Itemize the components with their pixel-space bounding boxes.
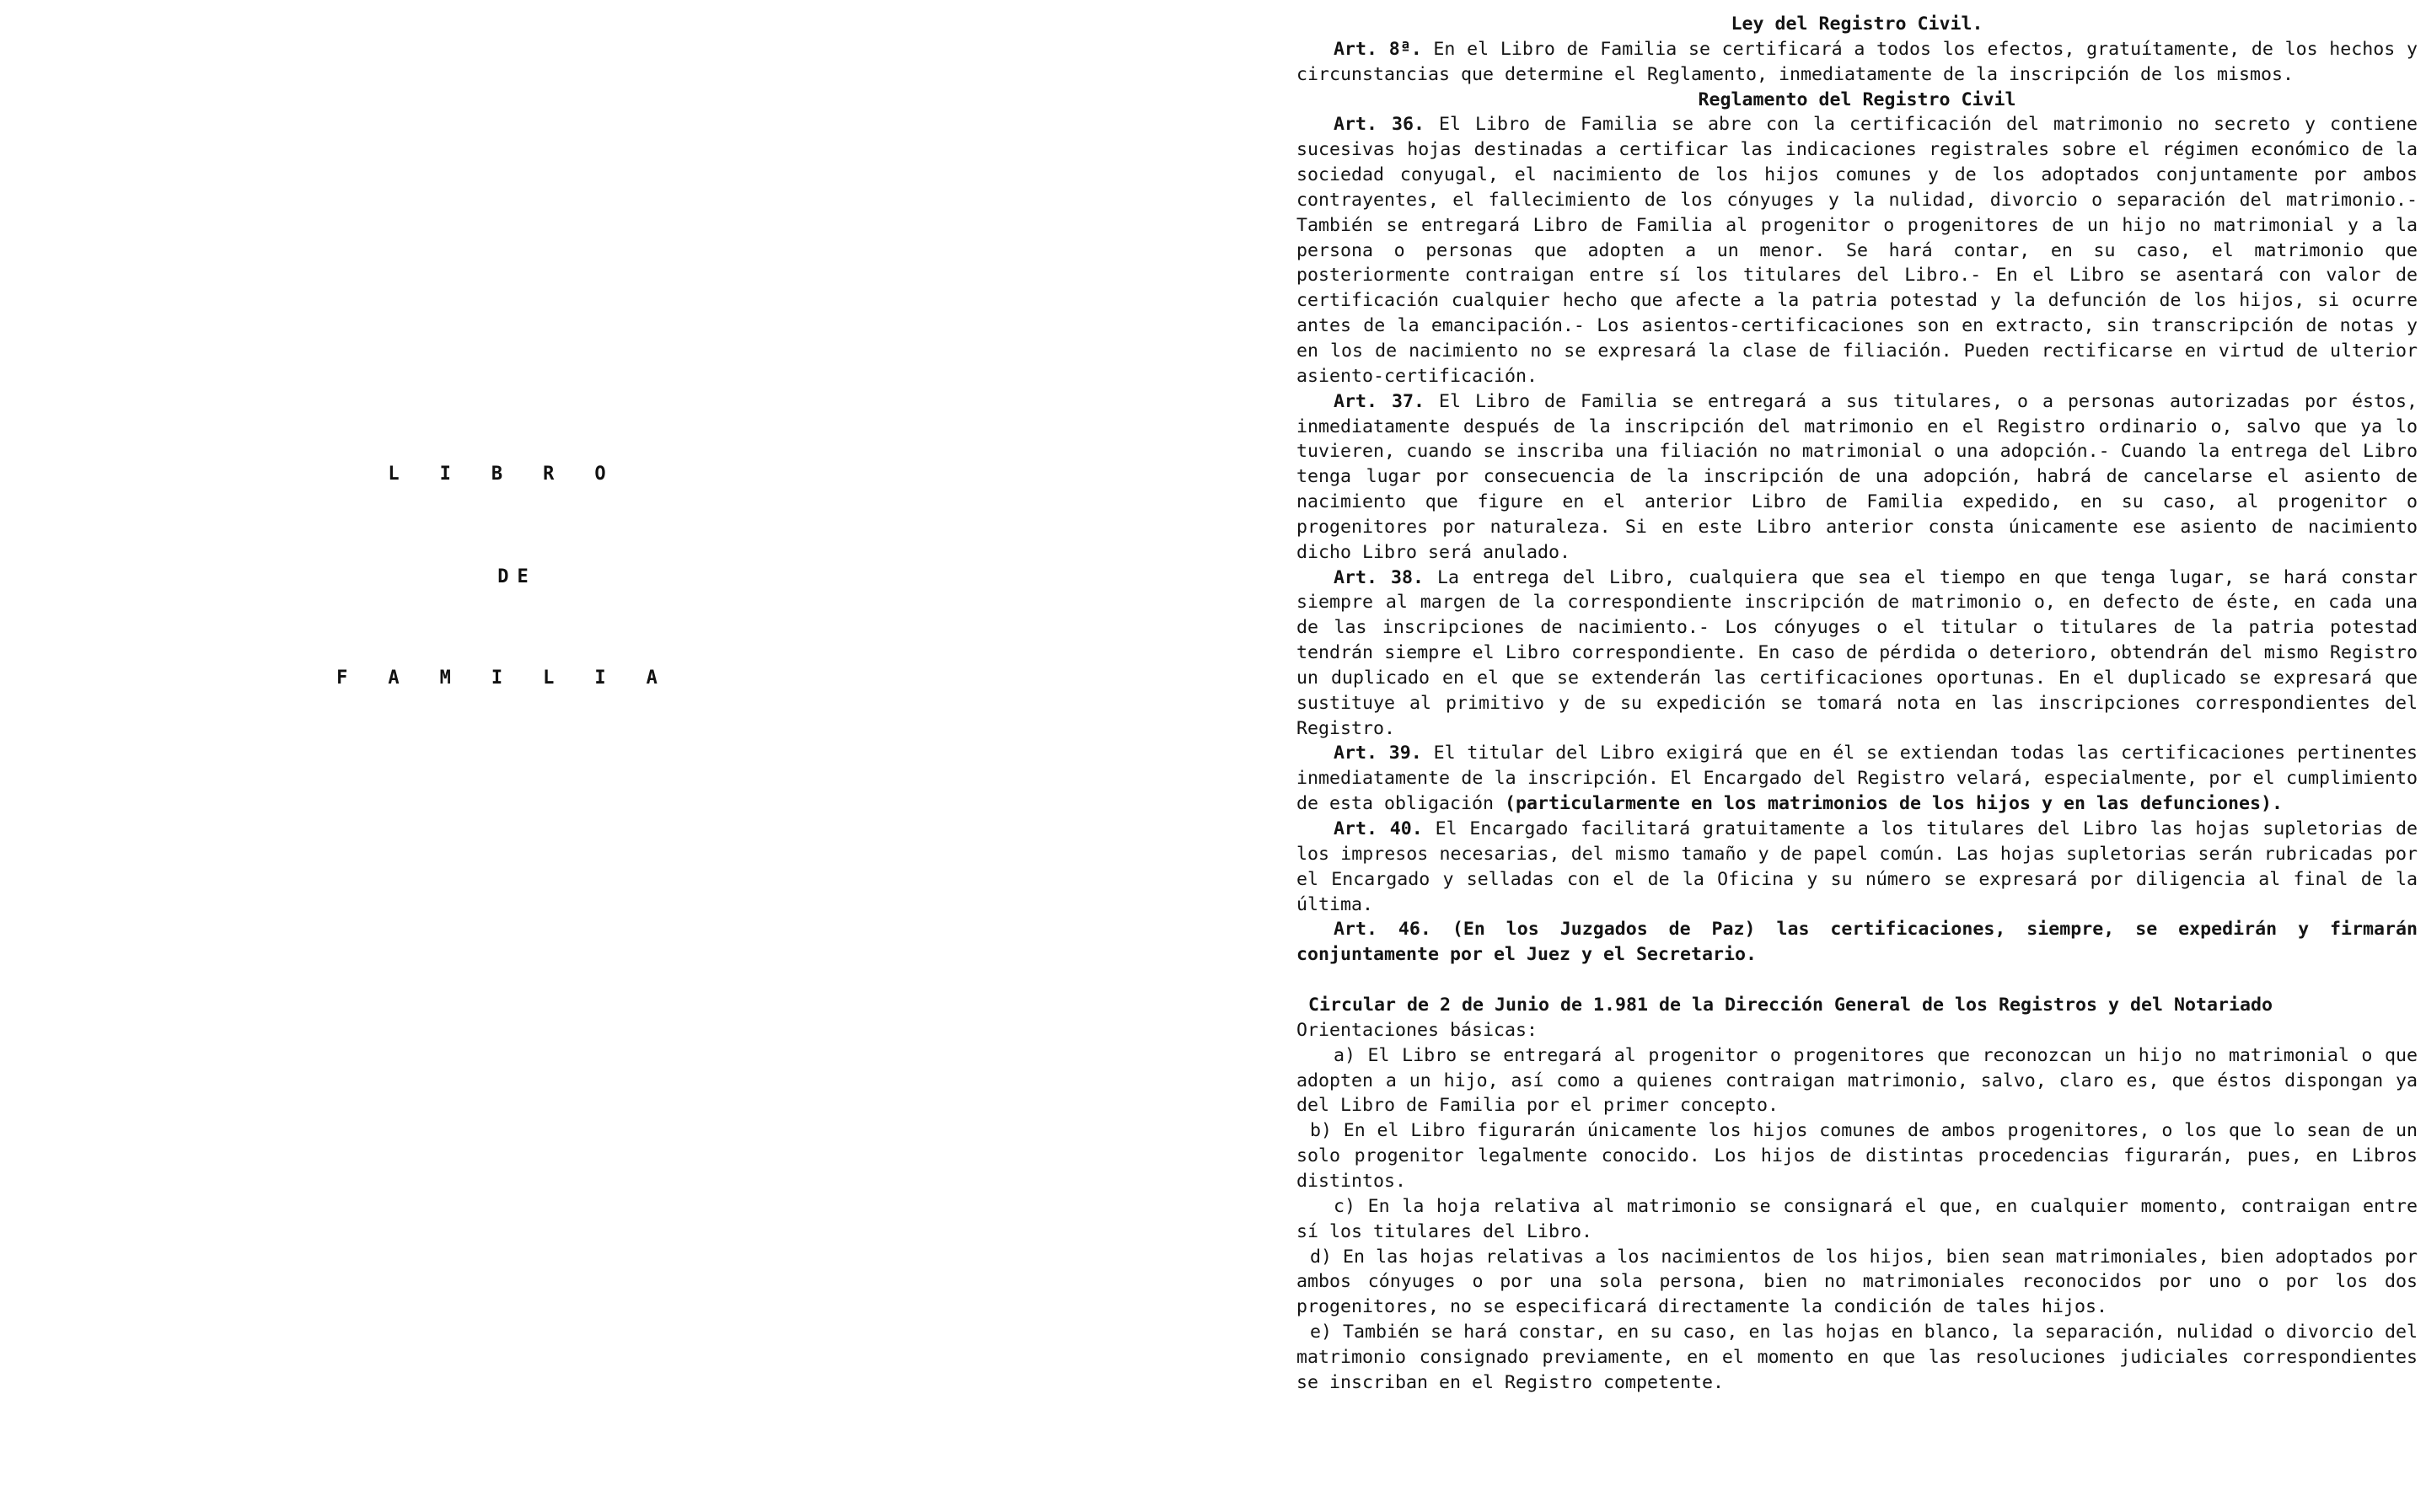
article-body: El Libro de Familia se entregará a sus titulares, o a personas autorizadas por éstos, inmediatamente después de la inscripción del matrimonio en el Registro ordinario o, salvo que ya lo tuvieren, cuando se inscriba una filiación no matrimonial o una adopción.- Cuando la entrega del Libro tenga lugar por consecuencia de la inscripción de una adopción, habrá de cancelarse el asiento de nacimiento que figure en el anterior Libro de Familia expedido, en su caso, al progenitor o progenitores por naturaleza. Si en este Libro anterior consta únicamente ese asiento de nacimiento dicho Libro será anulado. <box>1296 390 2418 563</box>
orientaciones-label: Orientaciones básicas: <box>1296 1019 1538 1041</box>
article-label: Art. 8ª. <box>1334 38 1422 60</box>
list-item-c: c) En la hoja relativa al matrimonio se consignará el que, en cualquier momento, contraigan entre sí los titulares del Libro. <box>1296 1195 2418 1242</box>
article-body-bold: (particularmente en los matrimonios de los hijos y en las defunciones). <box>1505 793 2284 815</box>
article-label: Art. 40. <box>1334 818 1423 839</box>
title-line-familia: FAMILIA <box>336 668 698 689</box>
list-item-b: b) En el Libro figurarán únicamente los hijos comunes de ambos progenitores, o los que lo sean de un solo progenitor legalmente conocido. Los hijos de distintas procedencias figurarán, pues, en Libros distintos. <box>1296 1120 2418 1192</box>
article-8 <box>1296 37 2418 88</box>
article-label: Art. 46. <box>1334 919 1431 941</box>
title-line-de: DE <box>497 566 537 587</box>
article-label: Art. 36. <box>1334 114 1425 136</box>
list-item-e: e) También se hará constar, en su caso, en las hojas en blanco, la separación, nulidad o divorcio del matrimonio consignado previamente, en el momento en que las resoluciones judiciales correspondientes se inscriban en el Registro competente. <box>1296 1322 2418 1393</box>
article-body: El Libro de Familia se abre con la certificación del matrimonio no secreto y contiene sucesivas hojas destinadas a certificar las indicaciones registrales sobre el régimen económico de la sociedad conyugal, el nacimiento de los hijos comunes y de los adoptados conjuntamente por ambos contrayentes, el fallecimiento de los cónyuges y la nulidad, divorcio o separación del matrimonio.- También se entregará Libro de Familia al progenitor o progenitores de un hijo no matrimonial y a la persona o personas que adopten a un menor. Se hará contar, en su caso, el matrimonio que posteriormente contraigan entre sí los titulares del Libro.- En el Libro se asentará con valor de certificación cualquier hecho que afecte a la patria potestad y la defunción de los hijos, si ocurre antes de la emancipación.- Los asientos-certificaciones son en extracto, sin transcripción de notas y en los de nacimiento no se expresará la clase de filiación. Pueden rectificarse en virtud de ulterior asiento-certificación. <box>1296 114 2418 387</box>
right-page-text <box>1296 12 2418 1504</box>
circular-heading: Circular de 2 de Junio de 1.981 de la Dirección General de los Registros y del Notariado <box>1308 995 2273 1016</box>
reglamento-heading: Reglamento del Registro Civil <box>1698 88 2016 110</box>
article-37 <box>1296 389 2418 566</box>
article-body: En el Libro de Familia se certificará a todos los efectos, gratuítamente, de los hechos y circunstancias que determine el Reglamento, inmediatamente de la inscripción de los mismos. <box>1296 38 2418 85</box>
article-body: La entrega del Libro, cualquiera que sea el tiempo en que tenga lugar, se hará constar siempre al margen de la correspondiente inscripción de matrimonio o, en defecto de éste, en cada una de las inscripciones de nacimiento.- Los cónyuges o el titular o titulares de la patria potestad tendrán siempre el Libro correspondiente. En caso de pérdida o deterioro, obtendrán del mismo Registro un duplicado en el que se extenderán las certificaciones oportunas. En el duplicado se expresará que sustituye al primitivo y de su expedición se tomará nota en las inscripciones correspondientes del Registro. <box>1296 566 2418 739</box>
article-body: El Encargado facilitará gratuitamente a los titulares del Libro las hojas supletorias de los impresos necesarias, del mismo tamaño y de papel común. Las hojas supletorias serán rubricadas por el Encargado y selladas con el de la Oficina y su número se expresará por diligencia al final de la última. <box>1296 818 2418 915</box>
list-item-d: d) En las hojas relativas a los nacimientos de los hijos, bien sean matrimoniales, bien adoptados por ambos cónyuges o por una sola persona, bien no matrimoniales reconocidos por uno o por los dos progenitores, no se especificará directamente la condición de tales hijos. <box>1296 1246 2418 1318</box>
article-body: El titular del Libro exigirá que en él se extiendan todas las certificaciones pertinentes inmediatamente de la inscripción. El Encargado del Registro velará, especialmente, por el cumplimiento de esta obligación <box>1296 743 2418 815</box>
article-label: Art. 38. <box>1334 566 1425 588</box>
article-39 <box>1296 741 2418 817</box>
article-40 <box>1296 817 2418 917</box>
article-body: (En los Juzgados de Paz) las certificaciones, siempre, se expedirán y firmarán conjuntamente por el Juez y el Secretario. <box>1296 919 2418 966</box>
title-line-libro: LIBRO <box>388 464 647 485</box>
article-label: Art. 39. <box>1334 743 1422 764</box>
article-46 <box>1296 917 2418 968</box>
ley-heading: Ley del Registro Civil. <box>1731 13 1983 35</box>
article-36 <box>1296 112 2418 389</box>
article-label: Art. 37. <box>1334 390 1425 412</box>
list-item-a: a) El Libro se entregará al progenitor o progenitores que reconozcan un hijo no matrimonial o que adopten a un hijo, así como a quienes contraigan matrimonio, salvo, claro es, que éstos dispongan ya del Libro de Familia por el primer concepto. <box>1296 1044 2418 1117</box>
article-38 <box>1296 566 2418 742</box>
section-gap <box>1296 968 2418 993</box>
